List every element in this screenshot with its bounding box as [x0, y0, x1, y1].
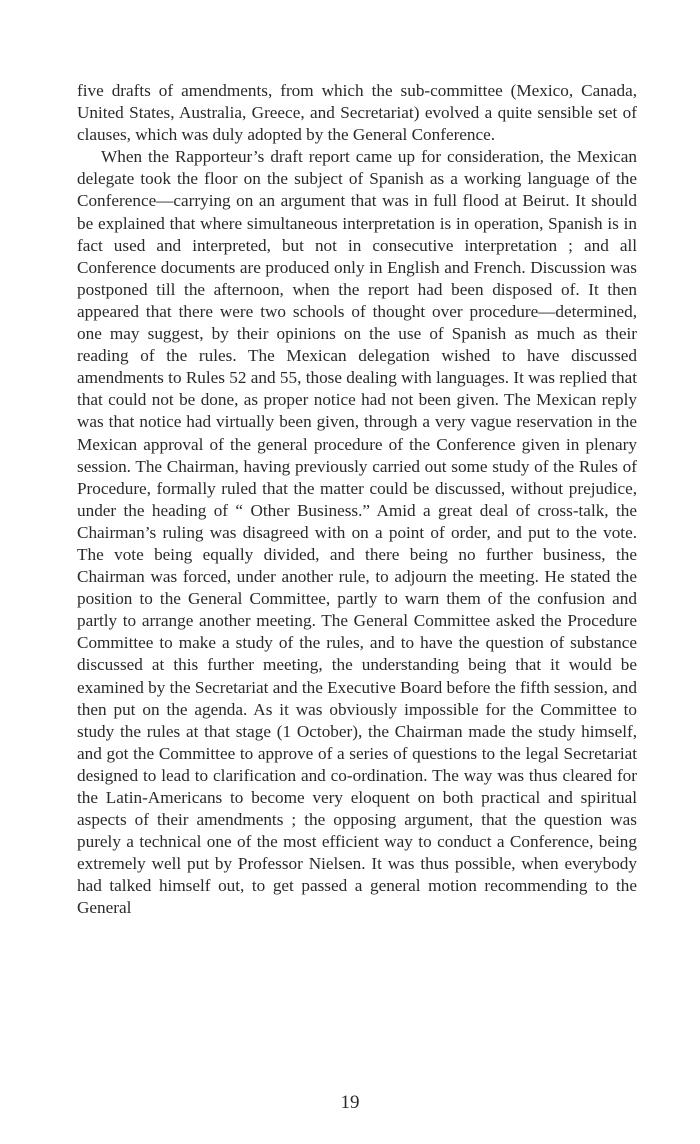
paragraph-continuation: five drafts of amendments, from which the sub-committee (Mexico, Canada, United States, Australia, Greece, and Secretariat) evolved a quite sensible set of clauses, which was duly adopted by the General Conference. [77, 81, 637, 145]
paragraph-rapporteur-report: When the Rapporteur’s draft report came up for consideration, the Mexican delegate took the floor on the subject of Spanish as a working language of the Conference—carrying on an argument that was in full flood at Beirut. It should be explained that where simultaneous interpretation is in operation, Spanish is in fact used and interpreted, but not in consecutive interpretation ; and all Conference documents are produced only in English and French. Discussion was postponed till the afternoon, when the report had been disposed of. It then appeared that there were two schools of thought over procedure—determined, one may suggest, by their opinions on the use of Spanish as much as their reading of the rules. The Mexican delegation wished to have discussed amendments to Rules 52 and 55, those dealing with languages. It was replied that that could not be done, as proper notice had not been given. The Mexican reply was that notice had virtually been given, through a very vague reservation in the Mexican approval of the general procedure of the Conference given in plenary session. The Chairman, having previously carried out some study of the Rules of Procedure, formally ruled that the matter could be discussed, without prejudice, under the heading of “ Other Business.” Amid a great deal of cross-talk, the Chairman’s ruling was disagreed with on a point of order, and put to the vote. The vote being equally divided, and there being no further business, the Chairman was forced, under another rule, to adjourn the meeting. He stated the position to the General Committee, partly to warn them of the confusion and partly to arrange another meeting. The General Committee asked the Procedure Committee to make a study of the rules, and to have the question of substance discussed at this further meeting, the understanding being that it would be examined by the Secretariat and the Executive Board before the fifth session, and then put on the agenda. As it was obviously impossible for the Committee to study the rules at that stage (1 October), the Chairman made the study himself, and got the Committee to approve of a series of questions to the legal Secretariat designed to lead to clarification and co-ordination. The way was thus cleared for the Latin-Americans to become very eloquent on both practical and spiritual aspects of their amendments ; the opposing argument, that the question was purely a technical one of the most efficient way to conduct a Conference, being extremely well put by Professor Nielsen. It was thus possible, when everybody had talked himself out, to get passed a general motion recommending to the General [77, 147, 637, 918]
document-page [77, 80, 637, 920]
page-number: 19 [340, 1092, 360, 1113]
